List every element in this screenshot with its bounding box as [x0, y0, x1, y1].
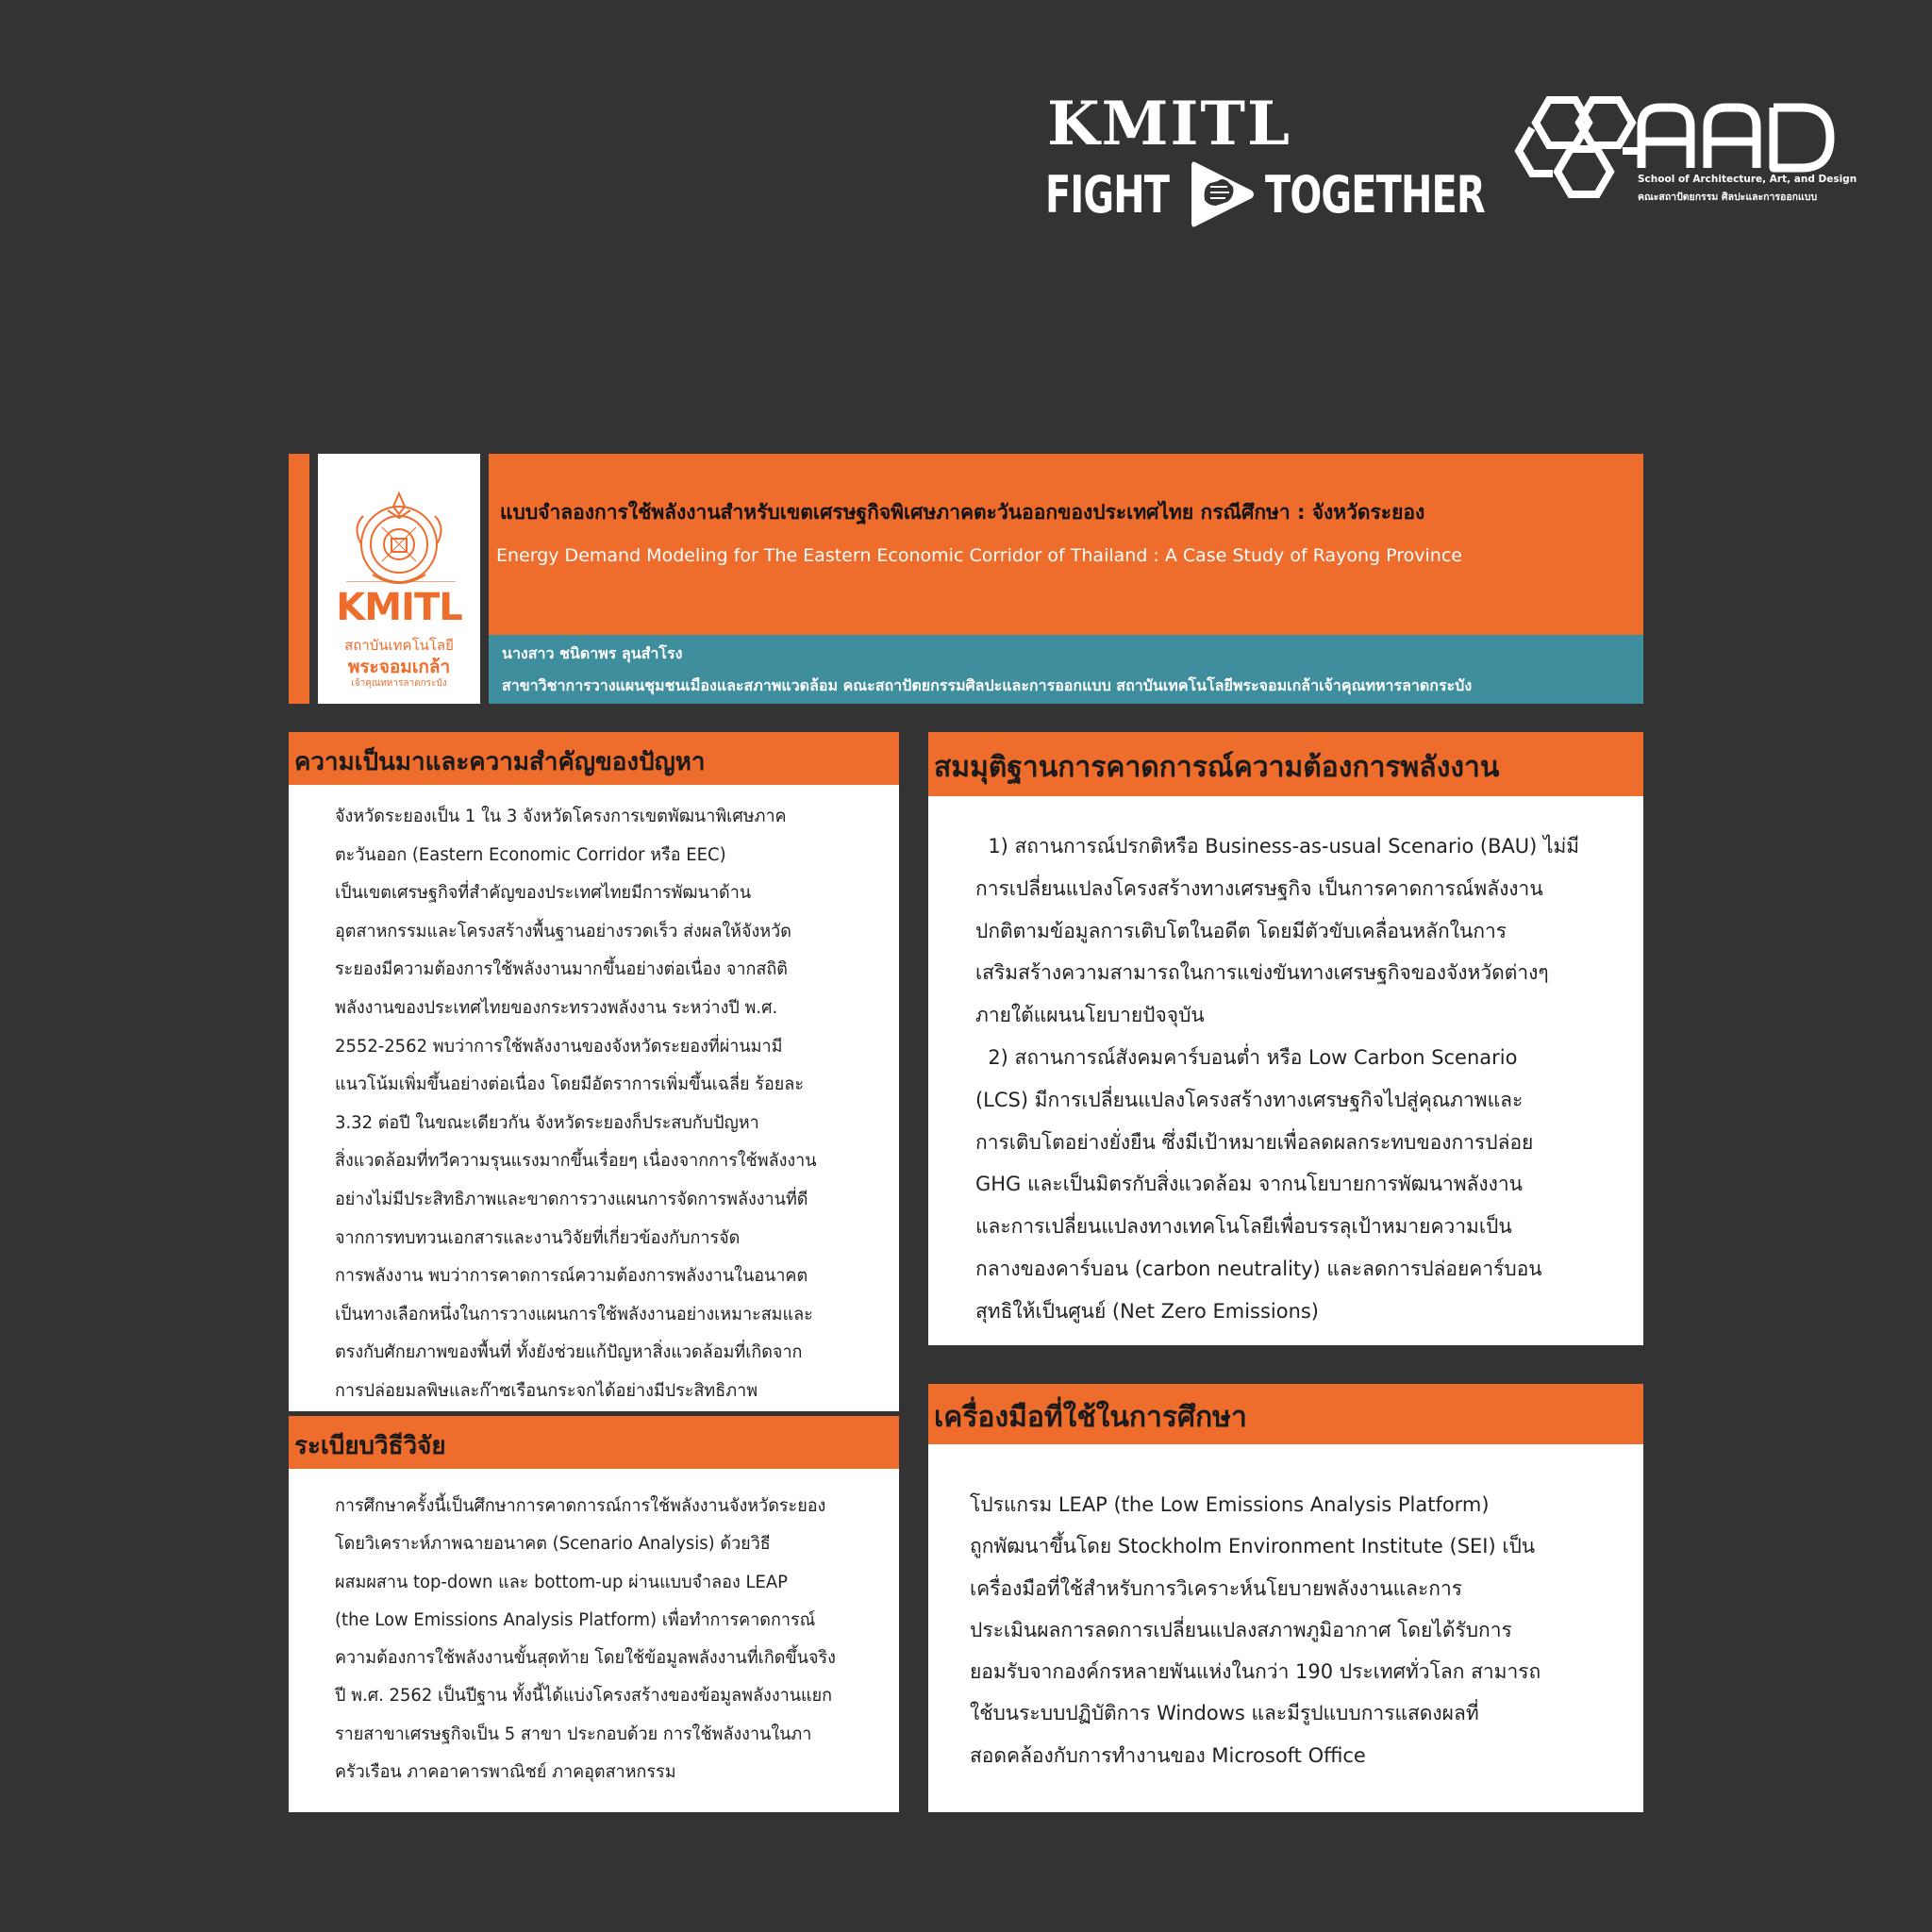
kmitl-wordmark: KMITL: [1047, 89, 1292, 159]
body-line: การเปลี่ยนแปลงโครงสร้างทางเศรษฐกิจ เป็นการคาดการณ์พลังงาน: [975, 876, 1543, 901]
body-line: 3.32 ต่อปี ในขณะเดียวกัน จังหวัดระยองก็ประสบกับปัญหา: [335, 1112, 759, 1133]
body-line: รายสาขาเศรษฐกิจเป็น 5 สาขา ประกอบด้วย การใช้พลังงานในภา: [335, 1724, 812, 1744]
tools-title: เครื่องมือที่ใช้ในการศึกษา: [934, 1401, 1247, 1434]
body-line: 1) สถานการณ์ปรกติหรือ Business-as-usual Scenario (BAU) ไม่มี: [975, 835, 1580, 858]
body-line: เสริมสร้างความสามารถในการแข่งขันทางเศรษฐกิจของจังหวัดต่างๆ: [975, 961, 1549, 986]
logo-divider: [346, 581, 456, 582]
title-english: Energy Demand Modeling for The Eastern Economic Corridor of Thailand : A Case Study of Rayong Province: [496, 545, 1462, 566]
aad-wordmark: [1636, 86, 1839, 174]
assumptions-panel-header: [928, 732, 1643, 796]
methodology-title: ระเบียบวิธีวิจัย: [294, 1432, 446, 1460]
body-line: การพลังงาน พบว่าการคาดการณ์ความต้องการพลังงานในอนาคต: [335, 1266, 808, 1287]
body-line: ปกติตามข้อมูลการเติบโตในอดีต โดยมีตัวขับเคลื่อนหลักในการ: [975, 919, 1507, 943]
body-line: ความต้องการใช้พลังงานขั้นสุดท้าย โดยใช้ข้อมูลพลังงานที่เกิดขึ้นจริง: [335, 1648, 836, 1669]
background-title: ความเป็นมาและความสำคัญของปัญหา: [294, 748, 706, 776]
body-line: แนวโน้มเพิ่มขึ้นอย่างต่อเนื่อง โดยมีอัตราการเพิ่มขึ้นเฉลี่ย ร้อยละ: [335, 1074, 804, 1095]
body-line: การปล่อยมลพิษและก๊าซเรือนกระจกได้อย่างมีประสิทธิภาพ: [335, 1380, 758, 1401]
body-line: GHG และเป็นมิตรกับสิ่งแวดล้อม จากนโยบายการพัฒนาพลังงาน: [975, 1173, 1524, 1197]
fight-word: FIGHT: [1045, 164, 1170, 225]
body-line: อุตสาหกรรมและโครงสร้างพื้นฐานอย่างรวดเร็ว ส่งผลให้จังหวัด: [335, 921, 791, 941]
fight-together-row: [1045, 157, 1484, 232]
kmitl-logo-th-line1: สถาบันเทคโนโลยี: [344, 637, 454, 654]
tools-panel-header: [928, 1384, 1643, 1444]
body-line: ระยองมีความต้องการใช้พลังงานมากขึ้นอย่างต่อเนื่อง จากสถิติ: [335, 959, 788, 980]
body-line: เครื่องมือที่ใช้สำหรับการวิเคราะห์นโยบายพลังงานและการ: [970, 1576, 1463, 1601]
header-accent-bar: [289, 454, 309, 704]
body-line: ใช้บนระบบปฏิบัติการ Windows และมีรูปแบบการแสดงผลที่: [970, 1702, 1479, 1726]
body-line: จังหวัดระยองเป็น 1 ใน 3 จังหวัดโครงการเขตพัฒนาพิเศษภาค: [335, 807, 787, 826]
svg-text:AAD: AAD: [1636, 86, 1669, 104]
kmitl-logo-th-line3: เจ้าคุณทหารลาดกระบัง: [351, 678, 447, 689]
body-line: สิ่งแวดล้อมที่ทวีความรุนแรงมากขึ้นเรื่อยๆ เนื่องจากการใช้พลังงาน: [335, 1151, 817, 1172]
aad-subtitle-en: School of Architecture, Art, and Design: [1638, 174, 1857, 185]
body-line: และการเปลี่ยนแปลงทางเทคโนโลยีเพื่อบรรลุเป้าหมายความเป็น: [975, 1215, 1512, 1240]
methodology-body: [335, 1488, 873, 1791]
body-line: 2552-2562 พบว่าการใช้พลังงานของจังหวัดระยองที่ผ่านมามี: [335, 1036, 783, 1057]
author-affiliation: สาขาวิชาการวางแผนชุมชนเมืองและสภาพแวดล้อม คณะสถาปัตยกรรมศิลปะและการออกแบบ สถาบันเทคโนโลยีพระจอมเกล้าเจ้าคุณทหารลาดกระบัง: [502, 676, 1473, 694]
body-line: ยอมรับจากองค์กรหลายพันแห่งในกว่า 190 ประเทศทั่วโลก สามารถ: [970, 1660, 1541, 1685]
body-line: พลังงานของประเทศไทยของกระทรวงพลังงาน ระหว่างปี พ.ศ.: [335, 997, 778, 1018]
together-word: TOGETHER: [1265, 164, 1485, 225]
methodology-panel-header: [289, 1416, 899, 1469]
body-line: ตรงกับศักยภาพของพื้นที่ ทั้งยังช่วยแก้ปัญหาสิ่งแวดล้อมที่เกิดจาก: [335, 1342, 803, 1363]
aad-subtitle-th: คณะสถาปัตยกรรม ศิลปะและการออกแบบ: [1638, 192, 1818, 203]
body-line: ตะวันออก (Eastern Economic Corridor หรือ EEC): [335, 844, 726, 865]
body-line: เป็นทางเลือกหนึ่งในการวางแผนการใช้พลังงานอย่างเหมาะสมและ: [335, 1304, 813, 1324]
assumptions-body: [975, 826, 1594, 1334]
body-line: กลางของคาร์บอน (carbon neutrality) และลดการปล่อยคาร์บอน: [975, 1257, 1542, 1281]
body-line: (LCS) มีการเปลี่ยนแปลงโครงสร้างทางเศรษฐกิจไปสู่คุณภาพและ: [975, 1088, 1524, 1112]
aad-logo: [1515, 86, 1857, 212]
kmitl-logo-name: KMITL: [336, 586, 462, 629]
title-box: [489, 454, 1643, 635]
body-line: ปี พ.ศ. 2562 เป็นปีฐาน ทั้งนี้ได้แบ่งโครงสร้างของข้อมูลพลังงานแยก: [335, 1686, 833, 1707]
body-line: (the Low Emissions Analysis Platform) เพื่อทำการคาดการณ์: [335, 1609, 816, 1630]
background-panel-header: [289, 732, 899, 785]
body-line: โปรแกรม LEAP (the Low Emissions Analysis Platform): [970, 1493, 1490, 1517]
body-line: อย่างไม่มีประสิทธิภาพและขาดการวางแผนการจัดการพลังงานที่ดี: [335, 1189, 808, 1209]
body-line: สอดคล้องกับการทำงานของ Microsoft Office: [970, 1743, 1366, 1768]
fist-icon: [1190, 158, 1256, 230]
body-line: ครัวเรือน ภาคอาคารพาณิชย์ ภาคอุตสาหกรรม: [335, 1762, 676, 1783]
body-line: การเติบโตอย่างยั่งยืน ซึ่งมีเป้าหมายเพื่อลดผลกระทบของการปล่อย: [975, 1130, 1534, 1155]
body-line: ประเมินผลการลดการเปลี่ยนแปลงสภาพภูมิอากาศ โดยได้รับการ: [970, 1618, 1512, 1642]
body-line: ผสมผสาน top-down และ bottom-up ผ่านแบบจำลอง LEAP: [335, 1572, 788, 1592]
background-body: [335, 798, 873, 1411]
kmitl-logo-th-line2: พระจอมเกล้า: [347, 657, 451, 677]
body-line: จากการทบทวนเอกสารและงานวิจัยที่เกี่ยวข้องกับการจัด: [335, 1227, 741, 1248]
body-line: เป็นเขตเศรษฐกิจที่สำคัญของประเทศไทยมีการพัฒนาด้าน: [335, 883, 752, 904]
body-line: 2) สถานการณ์สังคมคาร์บอนต่ำ หรือ Low Carbon Scenario: [975, 1045, 1518, 1070]
body-line: สุทธิให้เป็นศูนย์ (Net Zero Emissions): [975, 1299, 1319, 1324]
title-thai: แบบจำลองการใช้พลังงานสำหรับเขตเศรษฐกิจพิเศษภาคตะวันออกของประเทศไทย กรณีศึกษา : จังหวัดระยอง: [500, 501, 1425, 524]
body-line: โดยวิเคราะห์ภาพฉายอนาคต (Scenario Analysis) ด้วยวิธี: [335, 1534, 771, 1555]
kmitl-logo-box: [318, 454, 480, 704]
body-line: ภายใต้แผนนโยบายปัจจุบัน: [975, 1004, 1205, 1028]
hexagon-icon: [1515, 94, 1647, 209]
assumptions-title: สมมุติฐานการคาดการณ์ความต้องการพลังงาน: [934, 751, 1500, 784]
author-name: นางสาว ชนิดาพร ลุนสำโรง: [502, 644, 683, 662]
kmitl-seal-icon: [350, 490, 448, 591]
author-box: [489, 635, 1643, 704]
body-line: การศึกษาครั้งนี้เป็นศึกษาการคาดการณ์การใช้พลังงานจังหวัดระยอง: [335, 1496, 826, 1516]
body-line: ถูกพัฒนาขึ้นโดย Stockholm Environment Institute (SEI) เป็น: [970, 1535, 1536, 1559]
tools-body: [970, 1485, 1598, 1777]
kmitl-fight-together-logo: [1045, 91, 1489, 232]
